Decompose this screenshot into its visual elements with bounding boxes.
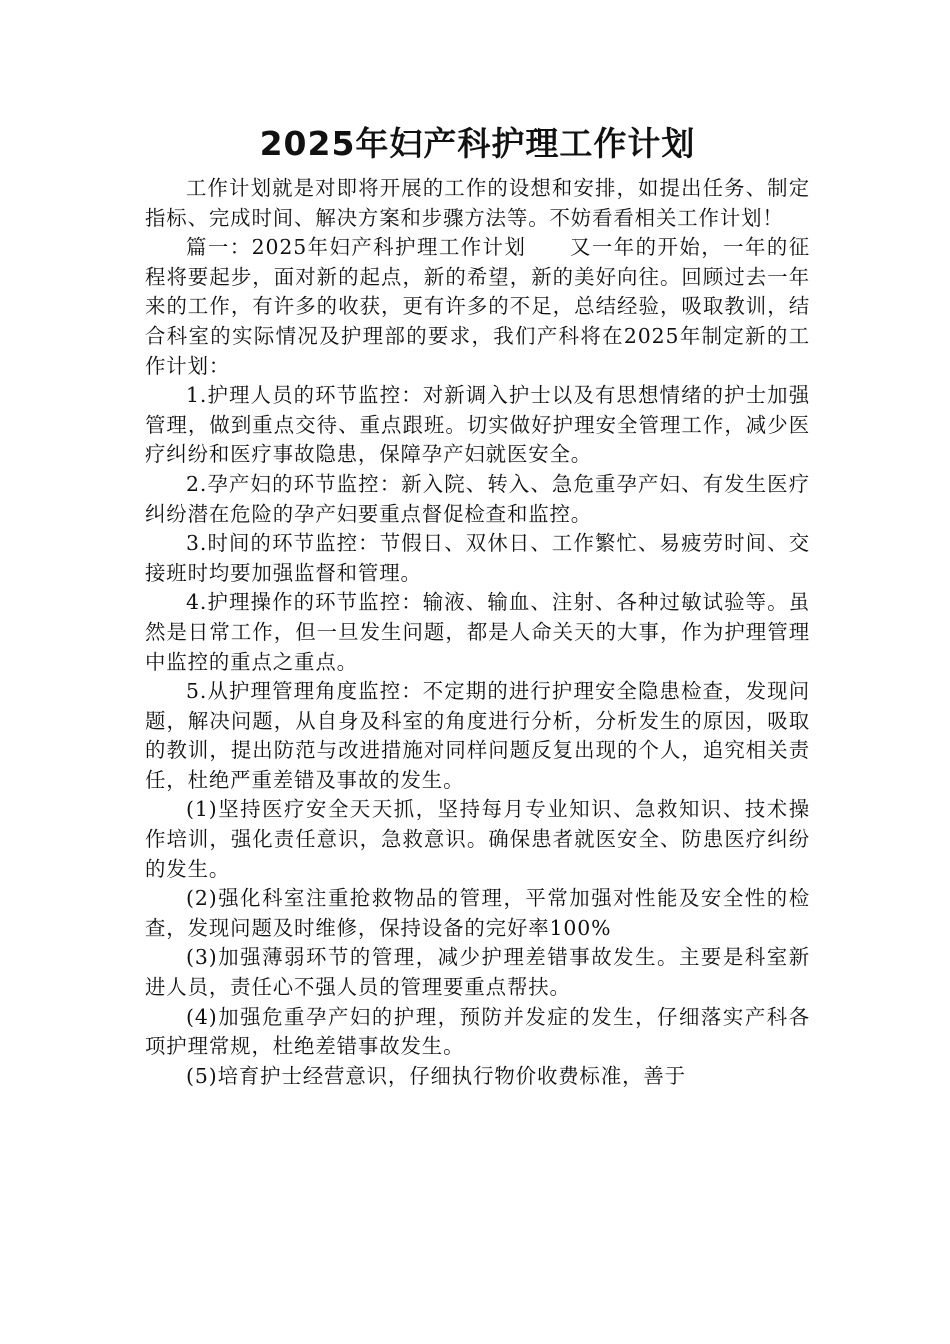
subitem-2-paragraph: (2)强化科室注重抢救物品的管理，平常加强对性能及安全性的检查，发现问题及时维修，保持设备的完好率100% — [145, 886, 810, 940]
item-4-paragraph: 4.护理操作的环节监控：输液、输血、注射、各种过敏试验等。虽然是日常工作，但一旦发生问题，都是人命关天的大事，作为护理管理中监控的重点之重点。 — [145, 590, 810, 674]
subitem-1-paragraph: (1)坚持医疗安全天天抓，坚持每月专业知识、急救知识、技术操作培训，强化责任意识，急救意识。确保患者就医安全、防患医疗纠纷的发生。 — [145, 797, 810, 881]
item-1-paragraph: 1.护理人员的环节监控：对新调入护士以及有思想情绪的护士加强管理，做到重点交待、重点跟班。切实做好护理安全管理工作，减少医疗纠纷和医疗事故隐患，保障孕产妇就医安全。 — [145, 383, 810, 467]
document-title: 2025年妇产科护理工作计划 — [259, 124, 696, 163]
subitem-5-paragraph: (5)培育护士经营意识，仔细执行物价收费标准，善于 — [186, 1063, 686, 1088]
subitem-4-paragraph: (4)加强危重孕产妇的护理，预防并发症的发生，仔细落实产科各项护理常规，杜绝差错事故发生。 — [145, 1004, 810, 1059]
item-5-paragraph: 5.从护理管理角度监控：不定期的进行护理安全隐患检查，发现问题，解决问题，从自身及科室的角度进行分析，分析发生的原因，吸取的教训，提出防范与改进措施对同样问题反复出现的个人，追究相关责任，杜绝严重差错及事故的发生。 — [145, 679, 810, 792]
document-page — [145, 118, 810, 1091]
section-one-paragraph: 篇一：2025年妇产科护理工作计划 又一年的开始，一年的征程将要起步，面对新的起点，新的希望，新的美好向往。回顾过去一年来的工作，有许多的收获，更有许多的不足，总结经验，吸取教训，结合科室的实际情况及护理部的要求，我们产科将在2025年制定新的工作计划： — [145, 235, 810, 378]
item-2-paragraph: 2.孕产妇的环节监控：新入院、转入、急危重孕产妇、有发生医疗纠纷潜在危险的孕产妇要重点督促检查和监控。 — [145, 471, 810, 526]
intro-paragraph: 工作计划就是对即将开展的工作的设想和安排，如提出任务、制定指标、完成时间、解决方案和步骤方法等。不妨看看相关工作计划！ — [145, 176, 810, 230]
item-3-paragraph: 3.时间的环节监控：节假日、双休日、工作繁忙、易疲劳时间、交接班时均要加强监督和管理。 — [145, 531, 810, 585]
subitem-3-paragraph: (3)加强薄弱环节的管理，减少护理差错事故发生。主要是科室新进人员，责任心不强人员的管理要重点帮扶。 — [145, 945, 810, 1000]
